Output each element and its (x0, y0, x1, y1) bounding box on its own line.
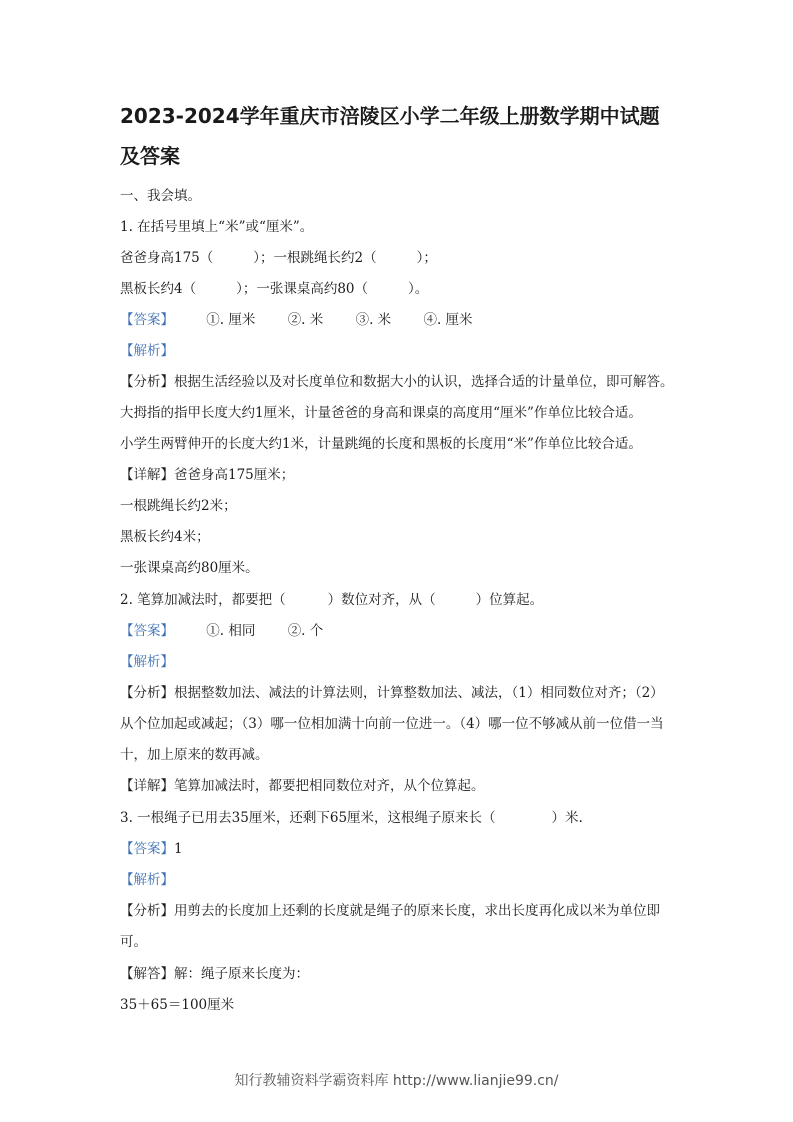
q2-fenxi-3: 十，加上原来的数再减。 (120, 747, 269, 763)
answer-tag: 【答案】 (120, 312, 174, 328)
q1-answer-4: ④. 厘米 (423, 312, 473, 328)
q2-answer (120, 621, 680, 641)
q3-answer (120, 839, 680, 859)
q2-answer-1: ①. 相同 (206, 623, 256, 639)
q3-jieda-2: 35＋65＝100厘米 (120, 997, 235, 1013)
q3-jieda-1: 【解答】解：绳子原来长度为： (120, 966, 309, 982)
q2-answer-2: ②. 个 (287, 623, 324, 639)
q1-fenxi-2: 大拇指的指甲长度大约1厘米，计量爸爸的身高和课桌的高度用“厘米”作单位比较合适。 (120, 405, 642, 421)
q3-fenxi-2: 可。 (120, 934, 147, 950)
q1-xiangjie-2: 一根跳绳长约2米； (120, 498, 237, 514)
doc-title-line2: 及答案 (120, 144, 180, 168)
q1-stem: 1. 在括号里填上“米”或“厘米”。 (120, 219, 314, 235)
section-heading: 一、我会填。 (120, 188, 201, 204)
q1-answer-2: ②. 米 (287, 312, 324, 328)
q1-line2: 黑板长约4（ ）；一张课桌高约80（ ）。 (120, 281, 429, 297)
q1-analysis-tag: 【解析】 (120, 343, 174, 359)
q1-fenxi-1: 【分析】根据生活经验以及对长度单位和数据大小的认识，选择合适的计量单位，即可解答。 (120, 374, 674, 390)
doc-title-line1: 2023-2024学年重庆市涪陵区小学二年级上册数学期中试题 (120, 104, 660, 128)
page-footer: 知行教辅资料学霸资料库 http://www.lianjie99.cn/ (234, 1073, 559, 1089)
q3-analysis-tag: 【解析】 (120, 872, 174, 888)
q1-answer-1: ①. 厘米 (206, 312, 256, 328)
q1-answer (120, 310, 680, 330)
q1-xiangjie-1: 【详解】爸爸身高175厘米； (120, 467, 295, 483)
q2-stem: 2. 笔算加减法时，都要把（ ）数位对齐，从（ ）位算起。 (120, 592, 544, 608)
doc-title (120, 96, 690, 176)
answer-tag: 【答案】 (120, 623, 174, 639)
q1-xiangjie-3: 黑板长约4米； (120, 529, 210, 545)
answer-tag: 【答案】 (120, 841, 174, 857)
q2-fenxi-1: 【分析】根据整数加法、减法的计算法则，计算整数加法、减法，（1）相同数位对齐；（2） (120, 685, 664, 701)
q2-analysis-tag: 【解析】 (120, 654, 174, 670)
q1-line1: 爸爸身高175（ ）；一根跳绳长约2（ ）； (120, 250, 437, 266)
q3-fenxi-1: 【分析】用剪去的长度加上还剩的长度就是绳子的原来长度，求出长度再化成以米为单位即 (120, 903, 660, 919)
q3-stem: 3. 一根绳子已用去35厘米，还剩下65厘米，这根绳子原来长（ ）米. (120, 810, 583, 826)
q1-answer-3: ③. 米 (355, 312, 392, 328)
q3-answer-value: 1 (174, 841, 183, 857)
q2-xiangjie-1: 【详解】笔算加减法时，都要把相同数位对齐，从个位算起。 (120, 778, 485, 794)
q1-fenxi-3: 小学生两臂伸开的长度大约1米，计量跳绳的长度和黑板的长度用“米”作单位比较合适。 (120, 436, 642, 452)
q1-xiangjie-4: 一张课桌高约80厘米。 (120, 560, 259, 576)
q2-fenxi-2: 从个位加起或减起；（3）哪一位相加满十向前一位进一。（4）哪一位不够减从前一位借一当 (120, 716, 664, 732)
